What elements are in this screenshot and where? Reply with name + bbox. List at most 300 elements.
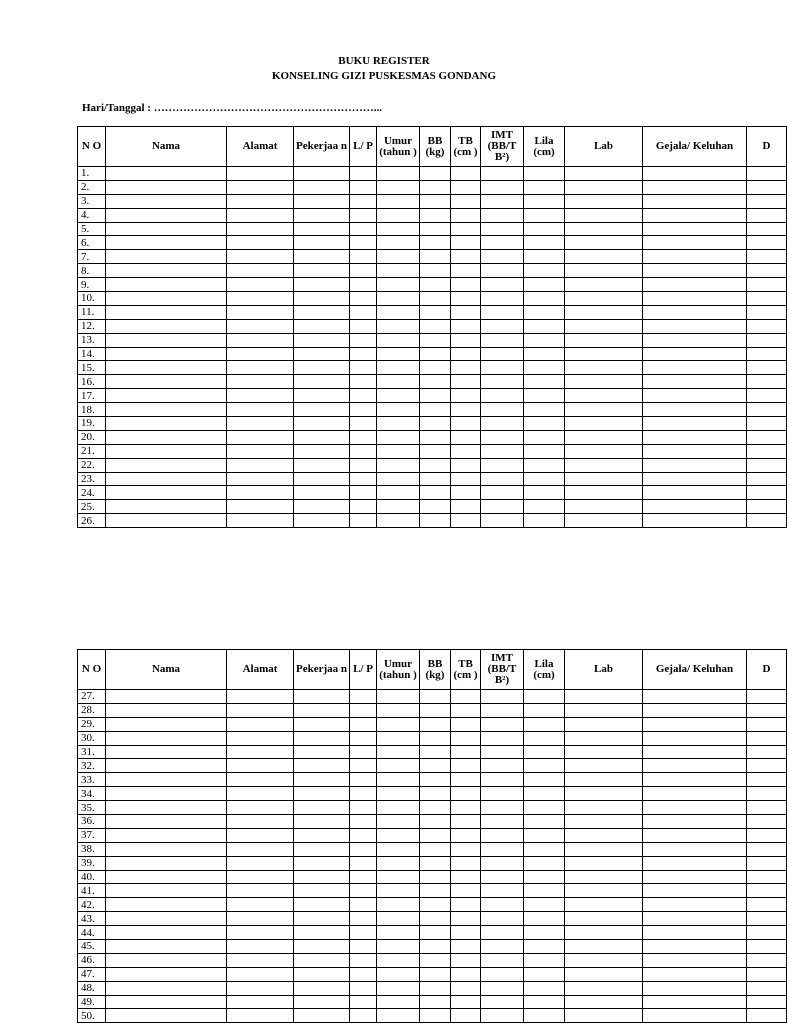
cell-alamat[interactable]	[227, 870, 294, 884]
cell-imt[interactable]	[481, 773, 524, 787]
cell-imt[interactable]	[481, 333, 524, 347]
cell-nama[interactable]	[106, 912, 227, 926]
cell-tb[interactable]	[451, 208, 481, 222]
cell-pekerjaan[interactable]	[294, 787, 350, 801]
cell-nama[interactable]	[106, 167, 227, 181]
cell-tb[interactable]	[451, 953, 481, 967]
cell-pekerjaan[interactable]	[294, 236, 350, 250]
cell-bb[interactable]	[420, 1009, 451, 1023]
cell-d[interactable]	[747, 347, 787, 361]
cell-tb[interactable]	[451, 375, 481, 389]
cell-bb[interactable]	[420, 264, 451, 278]
cell-lab[interactable]	[565, 278, 643, 292]
cell-pekerjaan[interactable]	[294, 912, 350, 926]
cell-bb[interactable]	[420, 514, 451, 528]
cell-bb[interactable]	[420, 305, 451, 319]
cell-gejala[interactable]	[643, 842, 747, 856]
cell-lp[interactable]	[350, 926, 377, 940]
cell-nama[interactable]	[106, 208, 227, 222]
cell-umur[interactable]	[377, 981, 420, 995]
cell-alamat[interactable]	[227, 514, 294, 528]
cell-nama[interactable]	[106, 926, 227, 940]
cell-lp[interactable]	[350, 208, 377, 222]
cell-umur[interactable]	[377, 278, 420, 292]
cell-umur[interactable]	[377, 940, 420, 954]
cell-lab[interactable]	[565, 787, 643, 801]
cell-pekerjaan[interactable]	[294, 759, 350, 773]
cell-lp[interactable]	[350, 458, 377, 472]
cell-imt[interactable]	[481, 389, 524, 403]
cell-alamat[interactable]	[227, 389, 294, 403]
cell-lila[interactable]	[524, 856, 565, 870]
cell-lp[interactable]	[350, 222, 377, 236]
cell-imt[interactable]	[481, 194, 524, 208]
cell-lila[interactable]	[524, 194, 565, 208]
cell-lp[interactable]	[350, 773, 377, 787]
cell-tb[interactable]	[451, 926, 481, 940]
cell-d[interactable]	[747, 180, 787, 194]
cell-bb[interactable]	[420, 333, 451, 347]
cell-d[interactable]	[747, 514, 787, 528]
cell-lab[interactable]	[565, 815, 643, 829]
cell-nama[interactable]	[106, 1009, 227, 1023]
cell-umur[interactable]	[377, 717, 420, 731]
cell-alamat[interactable]	[227, 690, 294, 704]
cell-tb[interactable]	[451, 264, 481, 278]
cell-gejala[interactable]	[643, 222, 747, 236]
cell-bb[interactable]	[420, 472, 451, 486]
cell-lp[interactable]	[350, 703, 377, 717]
cell-lab[interactable]	[565, 1009, 643, 1023]
cell-lab[interactable]	[565, 870, 643, 884]
cell-d[interactable]	[747, 773, 787, 787]
cell-nama[interactable]	[106, 361, 227, 375]
cell-lab[interactable]	[565, 801, 643, 815]
cell-lab[interactable]	[565, 745, 643, 759]
cell-bb[interactable]	[420, 967, 451, 981]
cell-tb[interactable]	[451, 222, 481, 236]
cell-nama[interactable]	[106, 773, 227, 787]
cell-lp[interactable]	[350, 194, 377, 208]
cell-alamat[interactable]	[227, 417, 294, 431]
cell-umur[interactable]	[377, 194, 420, 208]
cell-umur[interactable]	[377, 458, 420, 472]
cell-lila[interactable]	[524, 458, 565, 472]
cell-gejala[interactable]	[643, 305, 747, 319]
cell-bb[interactable]	[420, 801, 451, 815]
cell-lp[interactable]	[350, 842, 377, 856]
cell-nama[interactable]	[106, 403, 227, 417]
cell-nama[interactable]	[106, 264, 227, 278]
cell-lila[interactable]	[524, 703, 565, 717]
cell-imt[interactable]	[481, 319, 524, 333]
cell-umur[interactable]	[377, 417, 420, 431]
cell-lila[interactable]	[524, 444, 565, 458]
cell-nama[interactable]	[106, 995, 227, 1009]
cell-alamat[interactable]	[227, 815, 294, 829]
cell-lp[interactable]	[350, 717, 377, 731]
cell-pekerjaan[interactable]	[294, 222, 350, 236]
cell-imt[interactable]	[481, 828, 524, 842]
cell-umur[interactable]	[377, 745, 420, 759]
cell-tb[interactable]	[451, 333, 481, 347]
cell-umur[interactable]	[377, 208, 420, 222]
cell-tb[interactable]	[451, 361, 481, 375]
cell-d[interactable]	[747, 292, 787, 306]
cell-pekerjaan[interactable]	[294, 870, 350, 884]
cell-alamat[interactable]	[227, 912, 294, 926]
cell-imt[interactable]	[481, 884, 524, 898]
cell-imt[interactable]	[481, 222, 524, 236]
cell-lp[interactable]	[350, 759, 377, 773]
cell-lp[interactable]	[350, 389, 377, 403]
cell-tb[interactable]	[451, 389, 481, 403]
cell-imt[interactable]	[481, 898, 524, 912]
cell-umur[interactable]	[377, 703, 420, 717]
cell-imt[interactable]	[481, 347, 524, 361]
cell-imt[interactable]	[481, 208, 524, 222]
cell-lp[interactable]	[350, 856, 377, 870]
cell-pekerjaan[interactable]	[294, 472, 350, 486]
cell-bb[interactable]	[420, 870, 451, 884]
cell-gejala[interactable]	[643, 472, 747, 486]
cell-pekerjaan[interactable]	[294, 264, 350, 278]
cell-lab[interactable]	[565, 194, 643, 208]
cell-lila[interactable]	[524, 514, 565, 528]
cell-lp[interactable]	[350, 500, 377, 514]
cell-nama[interactable]	[106, 690, 227, 704]
cell-umur[interactable]	[377, 787, 420, 801]
cell-lila[interactable]	[524, 472, 565, 486]
cell-umur[interactable]	[377, 264, 420, 278]
cell-d[interactable]	[747, 194, 787, 208]
cell-d[interactable]	[747, 208, 787, 222]
cell-bb[interactable]	[420, 250, 451, 264]
cell-imt[interactable]	[481, 375, 524, 389]
cell-pekerjaan[interactable]	[294, 995, 350, 1009]
cell-pekerjaan[interactable]	[294, 1009, 350, 1023]
cell-bb[interactable]	[420, 222, 451, 236]
cell-lab[interactable]	[565, 953, 643, 967]
cell-tb[interactable]	[451, 500, 481, 514]
cell-nama[interactable]	[106, 444, 227, 458]
cell-imt[interactable]	[481, 305, 524, 319]
cell-gejala[interactable]	[643, 703, 747, 717]
cell-d[interactable]	[747, 236, 787, 250]
cell-imt[interactable]	[481, 801, 524, 815]
cell-lab[interactable]	[565, 717, 643, 731]
cell-lila[interactable]	[524, 389, 565, 403]
cell-gejala[interactable]	[643, 180, 747, 194]
cell-pekerjaan[interactable]	[294, 292, 350, 306]
cell-lab[interactable]	[565, 759, 643, 773]
cell-nama[interactable]	[106, 180, 227, 194]
cell-pekerjaan[interactable]	[294, 828, 350, 842]
cell-umur[interactable]	[377, 842, 420, 856]
cell-gejala[interactable]	[643, 745, 747, 759]
cell-bb[interactable]	[420, 347, 451, 361]
cell-umur[interactable]	[377, 222, 420, 236]
cell-tb[interactable]	[451, 305, 481, 319]
cell-bb[interactable]	[420, 953, 451, 967]
cell-lp[interactable]	[350, 912, 377, 926]
cell-gejala[interactable]	[643, 167, 747, 181]
cell-pekerjaan[interactable]	[294, 403, 350, 417]
cell-tb[interactable]	[451, 690, 481, 704]
cell-bb[interactable]	[420, 458, 451, 472]
cell-pekerjaan[interactable]	[294, 801, 350, 815]
cell-alamat[interactable]	[227, 953, 294, 967]
cell-lp[interactable]	[350, 486, 377, 500]
cell-bb[interactable]	[420, 194, 451, 208]
cell-d[interactable]	[747, 787, 787, 801]
cell-pekerjaan[interactable]	[294, 514, 350, 528]
cell-nama[interactable]	[106, 981, 227, 995]
cell-imt[interactable]	[481, 981, 524, 995]
cell-gejala[interactable]	[643, 486, 747, 500]
cell-d[interactable]	[747, 967, 787, 981]
cell-lab[interactable]	[565, 842, 643, 856]
cell-d[interactable]	[747, 690, 787, 704]
cell-gejala[interactable]	[643, 870, 747, 884]
cell-nama[interactable]	[106, 703, 227, 717]
cell-alamat[interactable]	[227, 472, 294, 486]
cell-bb[interactable]	[420, 815, 451, 829]
cell-lila[interactable]	[524, 250, 565, 264]
cell-nama[interactable]	[106, 430, 227, 444]
cell-alamat[interactable]	[227, 292, 294, 306]
cell-lila[interactable]	[524, 264, 565, 278]
cell-bb[interactable]	[420, 842, 451, 856]
cell-lp[interactable]	[350, 236, 377, 250]
cell-d[interactable]	[747, 278, 787, 292]
cell-umur[interactable]	[377, 884, 420, 898]
cell-lila[interactable]	[524, 981, 565, 995]
cell-lila[interactable]	[524, 801, 565, 815]
cell-alamat[interactable]	[227, 940, 294, 954]
cell-tb[interactable]	[451, 194, 481, 208]
cell-alamat[interactable]	[227, 167, 294, 181]
cell-lp[interactable]	[350, 430, 377, 444]
cell-d[interactable]	[747, 319, 787, 333]
cell-imt[interactable]	[481, 967, 524, 981]
cell-tb[interactable]	[451, 856, 481, 870]
cell-nama[interactable]	[106, 375, 227, 389]
cell-d[interactable]	[747, 250, 787, 264]
cell-tb[interactable]	[451, 717, 481, 731]
cell-gejala[interactable]	[643, 375, 747, 389]
cell-tb[interactable]	[451, 815, 481, 829]
cell-lab[interactable]	[565, 236, 643, 250]
cell-lila[interactable]	[524, 759, 565, 773]
cell-alamat[interactable]	[227, 731, 294, 745]
cell-d[interactable]	[747, 430, 787, 444]
cell-gejala[interactable]	[643, 759, 747, 773]
cell-alamat[interactable]	[227, 444, 294, 458]
cell-lab[interactable]	[565, 981, 643, 995]
cell-imt[interactable]	[481, 514, 524, 528]
cell-gejala[interactable]	[643, 514, 747, 528]
cell-lab[interactable]	[565, 319, 643, 333]
cell-imt[interactable]	[481, 787, 524, 801]
cell-imt[interactable]	[481, 444, 524, 458]
cell-pekerjaan[interactable]	[294, 815, 350, 829]
cell-lila[interactable]	[524, 967, 565, 981]
cell-imt[interactable]	[481, 458, 524, 472]
cell-d[interactable]	[747, 842, 787, 856]
cell-umur[interactable]	[377, 912, 420, 926]
cell-d[interactable]	[747, 486, 787, 500]
cell-gejala[interactable]	[643, 389, 747, 403]
cell-umur[interactable]	[377, 305, 420, 319]
cell-gejala[interactable]	[643, 444, 747, 458]
cell-alamat[interactable]	[227, 759, 294, 773]
cell-umur[interactable]	[377, 856, 420, 870]
cell-lp[interactable]	[350, 444, 377, 458]
cell-nama[interactable]	[106, 500, 227, 514]
cell-nama[interactable]	[106, 222, 227, 236]
cell-bb[interactable]	[420, 884, 451, 898]
cell-d[interactable]	[747, 884, 787, 898]
cell-alamat[interactable]	[227, 458, 294, 472]
cell-lila[interactable]	[524, 305, 565, 319]
cell-lab[interactable]	[565, 292, 643, 306]
cell-lab[interactable]	[565, 731, 643, 745]
cell-alamat[interactable]	[227, 250, 294, 264]
cell-nama[interactable]	[106, 347, 227, 361]
cell-d[interactable]	[747, 333, 787, 347]
cell-gejala[interactable]	[643, 912, 747, 926]
cell-lila[interactable]	[524, 222, 565, 236]
cell-gejala[interactable]	[643, 926, 747, 940]
cell-tb[interactable]	[451, 180, 481, 194]
cell-nama[interactable]	[106, 319, 227, 333]
cell-lab[interactable]	[565, 828, 643, 842]
cell-tb[interactable]	[451, 787, 481, 801]
cell-d[interactable]	[747, 264, 787, 278]
cell-umur[interactable]	[377, 898, 420, 912]
cell-nama[interactable]	[106, 884, 227, 898]
cell-alamat[interactable]	[227, 208, 294, 222]
cell-gejala[interactable]	[643, 292, 747, 306]
cell-pekerjaan[interactable]	[294, 417, 350, 431]
cell-umur[interactable]	[377, 486, 420, 500]
cell-gejala[interactable]	[643, 250, 747, 264]
cell-tb[interactable]	[451, 278, 481, 292]
cell-lab[interactable]	[565, 458, 643, 472]
cell-nama[interactable]	[106, 717, 227, 731]
cell-nama[interactable]	[106, 828, 227, 842]
cell-tb[interactable]	[451, 828, 481, 842]
cell-lp[interactable]	[350, 884, 377, 898]
cell-lab[interactable]	[565, 690, 643, 704]
cell-umur[interactable]	[377, 167, 420, 181]
cell-bb[interactable]	[420, 759, 451, 773]
cell-alamat[interactable]	[227, 361, 294, 375]
cell-d[interactable]	[747, 305, 787, 319]
cell-bb[interactable]	[420, 981, 451, 995]
cell-pekerjaan[interactable]	[294, 430, 350, 444]
cell-nama[interactable]	[106, 250, 227, 264]
cell-lab[interactable]	[565, 514, 643, 528]
cell-bb[interactable]	[420, 236, 451, 250]
cell-gejala[interactable]	[643, 319, 747, 333]
cell-d[interactable]	[747, 731, 787, 745]
cell-gejala[interactable]	[643, 361, 747, 375]
cell-imt[interactable]	[481, 278, 524, 292]
cell-imt[interactable]	[481, 995, 524, 1009]
cell-alamat[interactable]	[227, 1009, 294, 1023]
cell-alamat[interactable]	[227, 278, 294, 292]
cell-gejala[interactable]	[643, 236, 747, 250]
cell-gejala[interactable]	[643, 208, 747, 222]
cell-nama[interactable]	[106, 745, 227, 759]
cell-tb[interactable]	[451, 514, 481, 528]
cell-lp[interactable]	[350, 292, 377, 306]
cell-lila[interactable]	[524, 292, 565, 306]
cell-tb[interactable]	[451, 801, 481, 815]
cell-lab[interactable]	[565, 912, 643, 926]
cell-gejala[interactable]	[643, 856, 747, 870]
cell-bb[interactable]	[420, 167, 451, 181]
cell-umur[interactable]	[377, 250, 420, 264]
cell-alamat[interactable]	[227, 222, 294, 236]
cell-imt[interactable]	[481, 167, 524, 181]
cell-lp[interactable]	[350, 167, 377, 181]
cell-lila[interactable]	[524, 731, 565, 745]
cell-alamat[interactable]	[227, 333, 294, 347]
cell-lab[interactable]	[565, 430, 643, 444]
cell-alamat[interactable]	[227, 236, 294, 250]
cell-alamat[interactable]	[227, 500, 294, 514]
cell-nama[interactable]	[106, 417, 227, 431]
cell-gejala[interactable]	[643, 898, 747, 912]
cell-pekerjaan[interactable]	[294, 458, 350, 472]
cell-lab[interactable]	[565, 347, 643, 361]
cell-d[interactable]	[747, 856, 787, 870]
cell-umur[interactable]	[377, 514, 420, 528]
cell-tb[interactable]	[451, 731, 481, 745]
cell-pekerjaan[interactable]	[294, 305, 350, 319]
cell-imt[interactable]	[481, 180, 524, 194]
cell-d[interactable]	[747, 472, 787, 486]
cell-gejala[interactable]	[643, 458, 747, 472]
cell-pekerjaan[interactable]	[294, 953, 350, 967]
cell-imt[interactable]	[481, 264, 524, 278]
cell-gejala[interactable]	[643, 194, 747, 208]
cell-nama[interactable]	[106, 759, 227, 773]
cell-gejala[interactable]	[643, 500, 747, 514]
cell-lab[interactable]	[565, 305, 643, 319]
cell-lila[interactable]	[524, 787, 565, 801]
cell-lp[interactable]	[350, 787, 377, 801]
cell-nama[interactable]	[106, 305, 227, 319]
cell-alamat[interactable]	[227, 319, 294, 333]
cell-lila[interactable]	[524, 278, 565, 292]
cell-imt[interactable]	[481, 250, 524, 264]
cell-alamat[interactable]	[227, 773, 294, 787]
cell-pekerjaan[interactable]	[294, 180, 350, 194]
cell-nama[interactable]	[106, 194, 227, 208]
cell-nama[interactable]	[106, 389, 227, 403]
cell-gejala[interactable]	[643, 995, 747, 1009]
cell-imt[interactable]	[481, 717, 524, 731]
cell-bb[interactable]	[420, 278, 451, 292]
cell-alamat[interactable]	[227, 264, 294, 278]
cell-gejala[interactable]	[643, 717, 747, 731]
cell-lila[interactable]	[524, 815, 565, 829]
cell-lila[interactable]	[524, 898, 565, 912]
